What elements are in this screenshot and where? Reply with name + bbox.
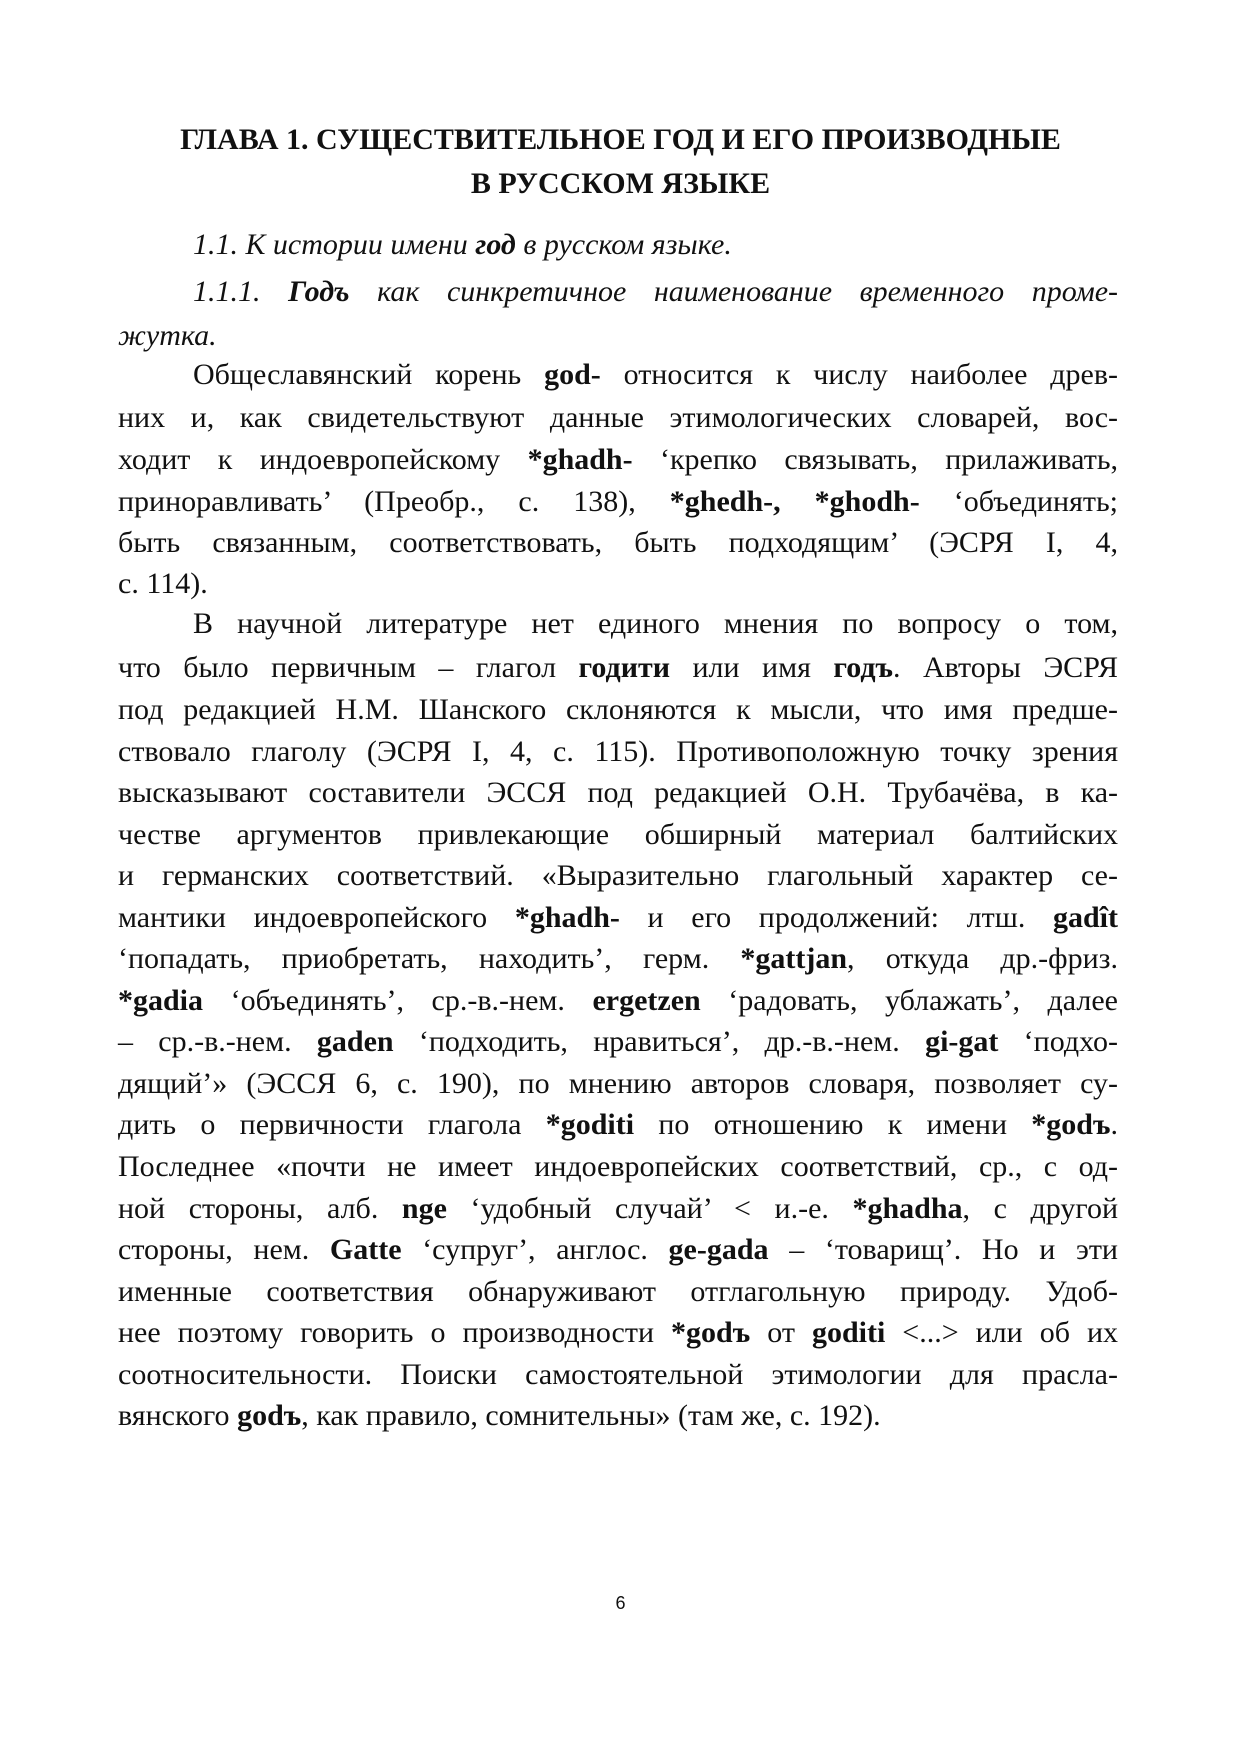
bold-term: ge-gada	[668, 1233, 769, 1266]
section-heading-1-1-1: 1.1.1. Годъ как синкретичное наименование временного проме-	[193, 275, 1119, 308]
bold-term: nge	[401, 1192, 447, 1225]
text-run: дить о первичности глагола	[118, 1108, 546, 1141]
text-run: ствовало глаголу (ЭСРЯ I, 4, с. 115). Противоположную точку зрения	[118, 735, 1118, 768]
text-run: вянского	[118, 1399, 238, 1432]
text-run: под редакцией Н.М. Шанского склоняются к мысли, что имя предше-	[118, 693, 1118, 726]
text-run: честве аргументов привлекающие обширный материал балтийских	[118, 818, 1118, 851]
paragraph-2-line	[118, 645, 1118, 691]
paragraph-2-line	[118, 687, 1118, 733]
text-run: , как правило, сомнительны» (там же, с. 192).	[301, 1399, 881, 1432]
text-run: ‘удобный случай’ < и.-е.	[446, 1192, 853, 1225]
paragraph-2-line	[118, 978, 1118, 1024]
text-run: ‘подхо-	[998, 1025, 1118, 1058]
bold-term: gaden	[316, 1025, 394, 1058]
text-run: . Авторы ЭСРЯ	[893, 651, 1118, 684]
text-run: быть связанным, соответствовать, быть подходящим’ (ЭСРЯ I, 4,	[118, 526, 1118, 559]
paragraph-2-line	[118, 1061, 1118, 1107]
paragraph-1-line	[118, 437, 1118, 483]
bold-term: *gadia	[118, 984, 204, 1017]
text-run: них и, как свидетельствуют данные этимологических словарей, вос-	[118, 401, 1118, 434]
paragraph-2-line	[118, 1019, 1118, 1065]
bold-term: годъ	[833, 651, 894, 684]
text-run: именные соответствия обнаруживают отглагольную природу. Удоб-	[118, 1275, 1118, 1308]
text-run: что было первичным – глагол	[118, 651, 579, 684]
paragraph-1-line	[193, 352, 1118, 398]
chapter-title-line-2: В РУССКОМ ЯЗЫКЕ	[470, 167, 771, 200]
text-run: по отношению к имени	[634, 1108, 1032, 1141]
paragraph-1-line	[118, 479, 1118, 525]
bold-term: *ghadh-	[514, 901, 620, 934]
text-run: приноравливать’ (Преобр., с. 138),	[118, 485, 670, 518]
text-run: ной стороны, алб.	[118, 1192, 402, 1225]
bold-term: godъ	[237, 1399, 302, 1432]
paragraph-2-line	[118, 812, 1118, 858]
text-run: соотносительности. Поиски самостоятельной этимологии для прасла-	[118, 1358, 1118, 1391]
paragraph-2-line	[118, 1352, 1118, 1398]
paragraph-2-line	[118, 1310, 1118, 1356]
bold-term: Gatte	[329, 1233, 402, 1266]
text-run: – ср.-в.-нем.	[118, 1025, 317, 1058]
text-run: , с другой	[962, 1192, 1118, 1225]
paragraph-2-line	[193, 601, 1118, 647]
bold-term: *godъ	[671, 1316, 751, 1349]
bold-term: god-	[544, 358, 601, 391]
paragraph-1-line	[118, 520, 1118, 566]
chapter-title	[60, 118, 1181, 206]
bold-term: *ghadha	[852, 1192, 963, 1225]
section-heading-1-1-1-cont: жутка.	[118, 319, 217, 352]
bold-term: gi-gat	[925, 1025, 999, 1058]
text-run: от	[750, 1316, 812, 1349]
text-run: или имя	[670, 651, 834, 684]
text-run: ‘крепко связывать, прилаживать,	[632, 443, 1118, 476]
section-heading-1-1: 1.1. К истории имени год в русском языке.	[193, 228, 732, 261]
text-run: ходит к индоевропейскому	[118, 443, 528, 476]
text-run: ‘объединять’, ср.-в.-нем.	[203, 984, 593, 1017]
paragraph-2-line	[118, 1102, 1118, 1148]
text-run: и германских соответствий. «Выразительно глагольный характер се-	[118, 859, 1118, 892]
bold-term: *ghedh-, *ghodh-	[669, 485, 920, 518]
paragraph-1-line	[118, 395, 1118, 441]
paragraph-2-line	[118, 895, 1118, 941]
paragraph-2-line	[118, 770, 1118, 816]
text-run: дящий’» (ЭССЯ 6, с. 190), по мнению авторов словаря, позволяет су-	[118, 1067, 1118, 1100]
bold-term: *ghadh-	[527, 443, 633, 476]
paragraph-2-line	[118, 1144, 1118, 1190]
text-run: и его продолжений: лтш.	[619, 901, 1053, 934]
text-run: – ‘товарищ’. Но и эти	[768, 1233, 1118, 1266]
text-run: В научной литературе нет единого мнения по вопросу о том,	[193, 607, 1118, 640]
page-number: 6	[615, 1593, 626, 1613]
bold-term: годити	[578, 651, 671, 684]
paragraph-2-line	[118, 1269, 1118, 1315]
text-run: ‘объединять;	[919, 485, 1118, 518]
paragraph-2-line	[118, 1186, 1118, 1232]
text-run: стороны, нем.	[118, 1233, 330, 1266]
bold-term: gadît	[1052, 901, 1118, 934]
paragraph-2-line	[118, 1227, 1118, 1273]
text-run: относится к числу наиболее древ-	[600, 358, 1118, 391]
text-run: ‘подходить, нравиться’, др.-в.-нем.	[393, 1025, 926, 1058]
text-run: , откуда др.-фриз.	[847, 942, 1119, 975]
paragraph-2-line	[118, 936, 1118, 982]
text-run: <...> или об их	[885, 1316, 1118, 1349]
paragraph-2-line	[118, 1393, 1118, 1439]
text-run: Общеславянский корень	[193, 358, 545, 391]
text-run: ‘попадать, приобретать, находить’, герм.	[118, 942, 741, 975]
bold-term: goditi	[811, 1316, 886, 1349]
text-run: высказывают составители ЭССЯ под редакцией О.Н. Трубачёва, в ка-	[118, 776, 1118, 809]
paragraph-2-line	[118, 729, 1118, 775]
text-run: мантики индоевропейского	[118, 901, 515, 934]
text-run: с. 114).	[118, 567, 208, 600]
text-run: ‘радовать, ублажать’, далее	[700, 984, 1118, 1017]
text-run: ‘супруг’, англос.	[401, 1233, 669, 1266]
text-run: .	[1110, 1108, 1118, 1141]
paragraph-2-line	[118, 853, 1118, 899]
text-run: Последнее «почти не имеет индоевропейских соответствий, ср., с од-	[118, 1150, 1118, 1183]
bold-term: *goditi	[545, 1108, 635, 1141]
bold-term: ergetzen	[592, 984, 701, 1017]
text-run: нее поэтому говорить о производности	[118, 1316, 672, 1349]
chapter-title-line-1: ГЛАВА 1. СУЩЕСТВИТЕЛЬНОЕ ГОД И ЕГО ПРОИЗВОДНЫЕ	[180, 123, 1061, 156]
bold-term: *gattjan	[740, 942, 848, 975]
bold-term: *godъ	[1031, 1108, 1111, 1141]
